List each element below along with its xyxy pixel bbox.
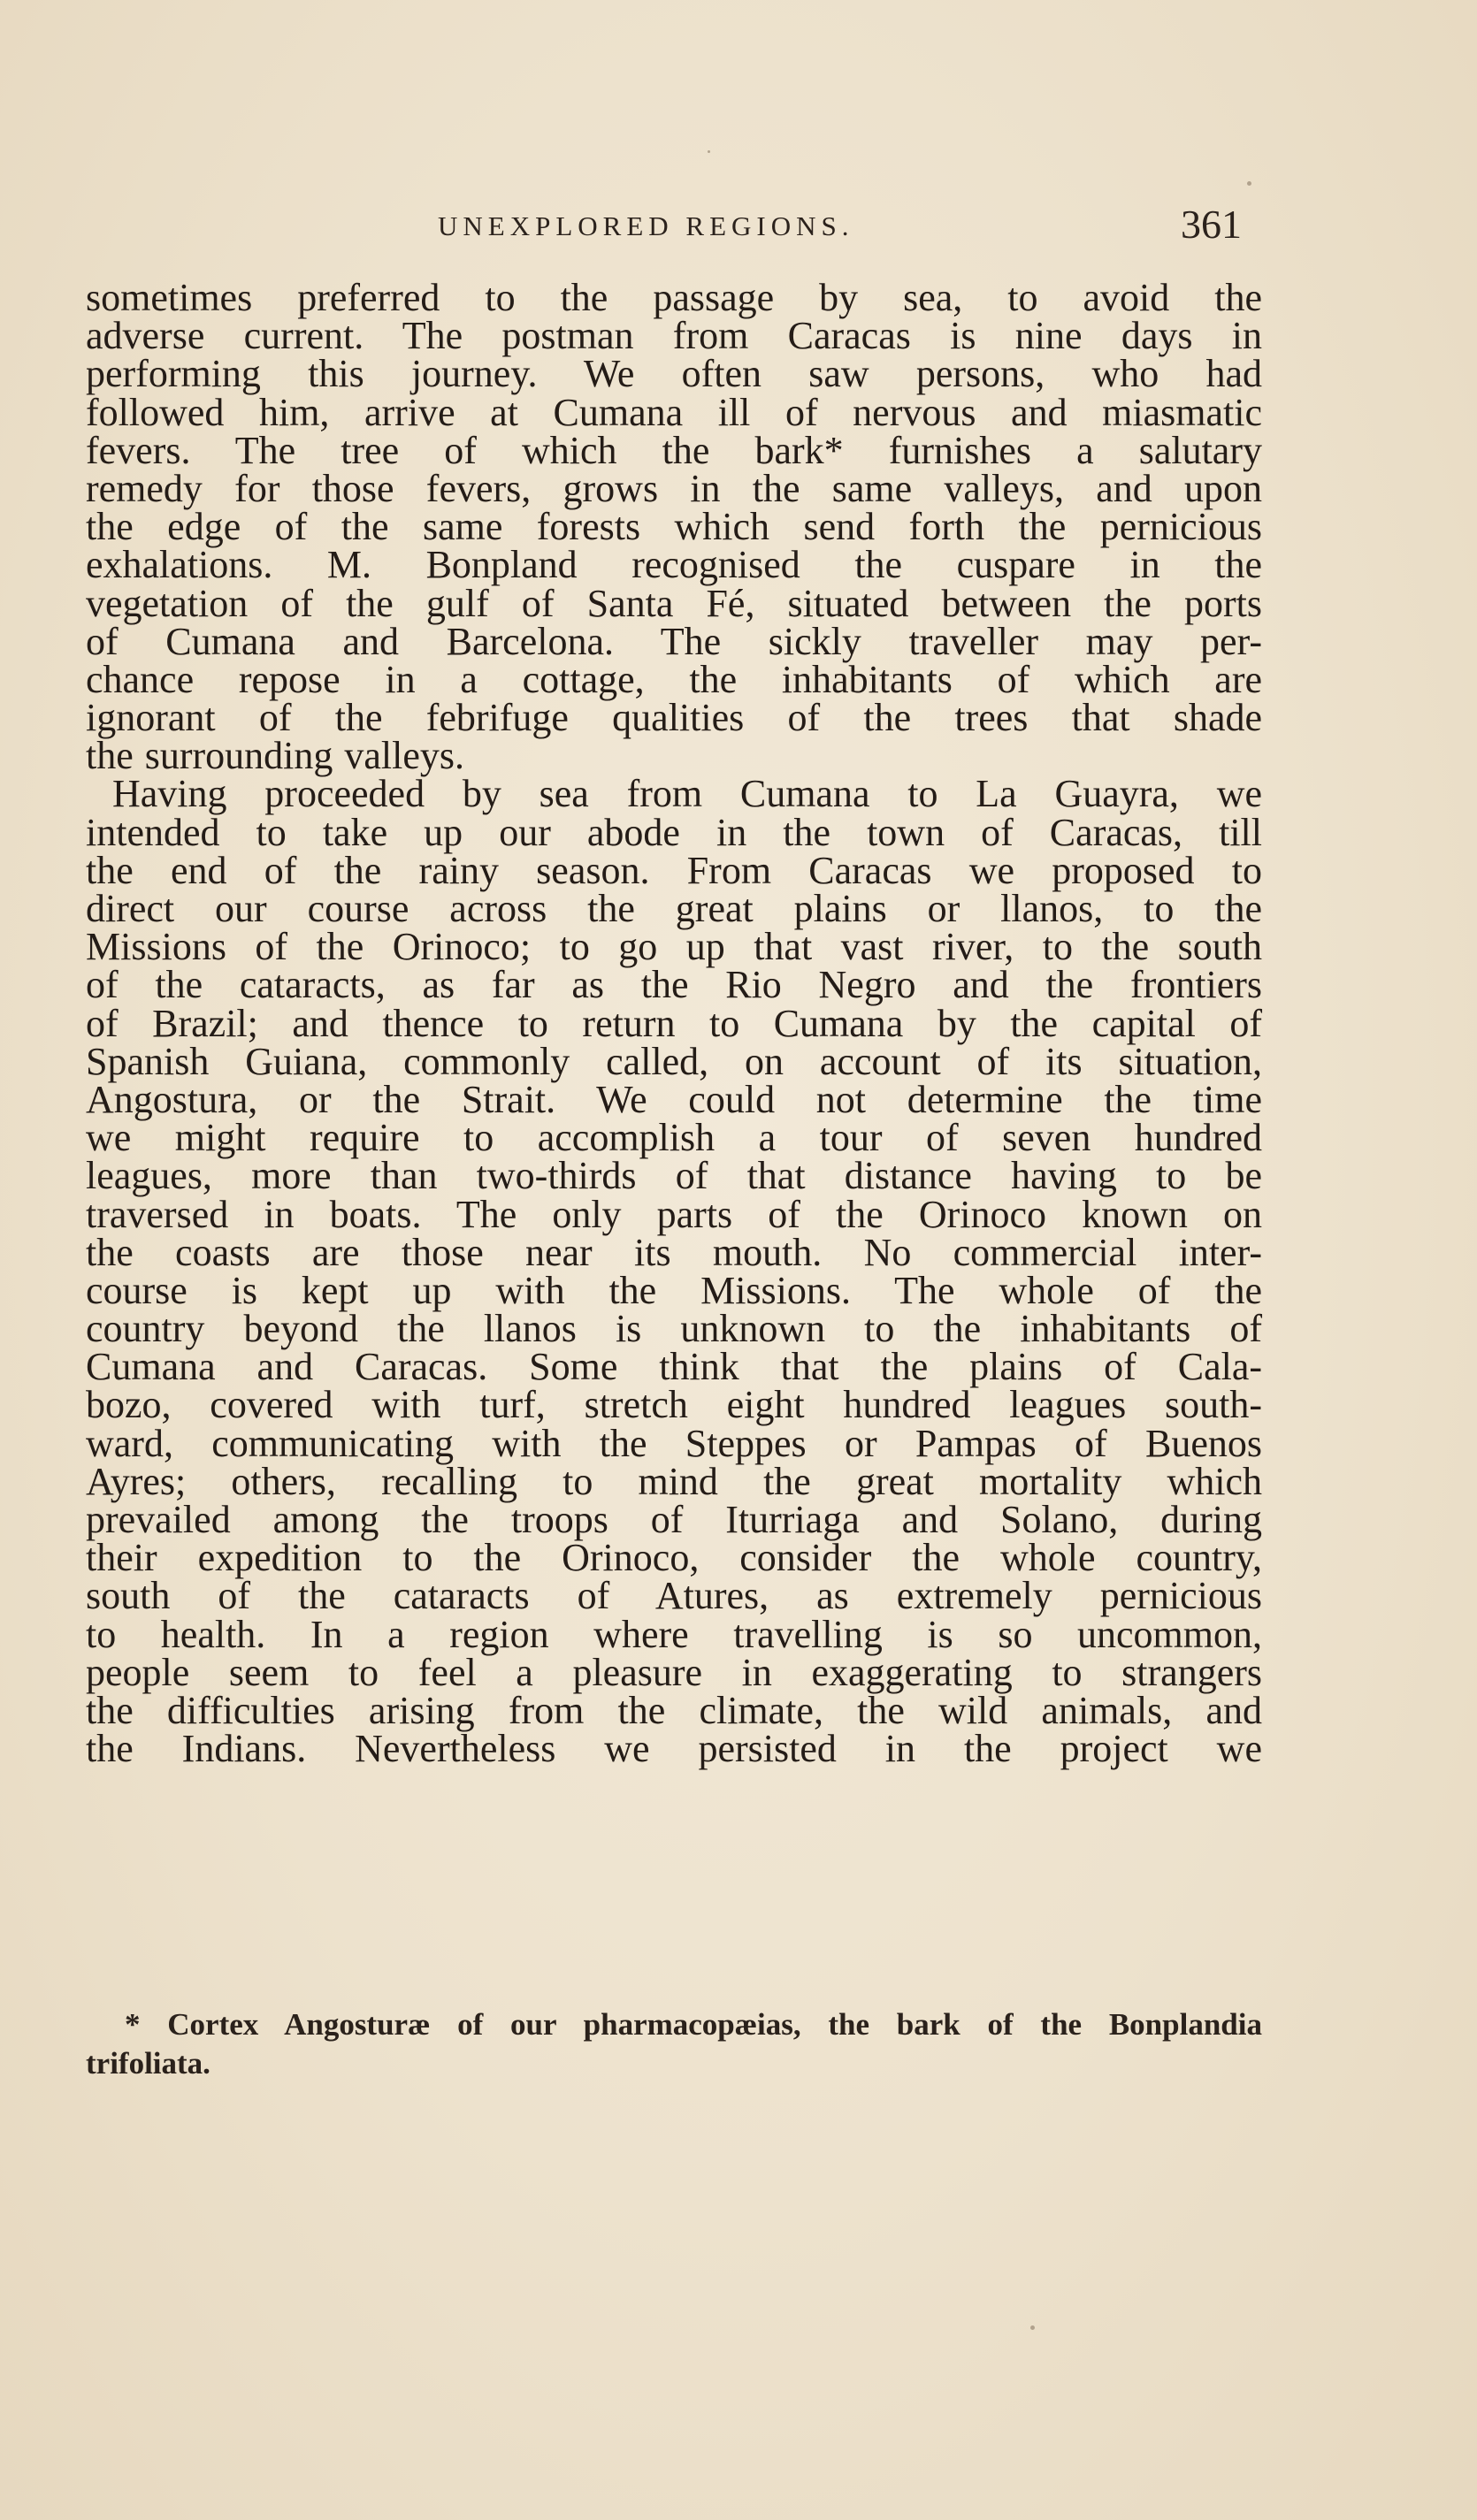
text-line: remedy for those fevers, grows in the same valleys, and upon [86, 466, 1262, 510]
text-line: vegetation of the gulf of Santa Fé, situated between the ports [86, 581, 1262, 625]
text-line: Missions of the Orinoco; to go up that vast river, to the south [86, 925, 1262, 969]
text-line: ward, communicating with the Steppes or Pampas of Buenos [86, 1421, 1262, 1465]
text-line: intended to take up our abode in the town of Caracas, till [86, 810, 1262, 854]
text-line: Ayres; others, recalling to mind the great mortality which [86, 1459, 1262, 1503]
text-line: prevailed among the troops of Iturriaga and Solano, during [86, 1498, 1262, 1541]
text-line: country beyond the llanos is unknown to the inhabitants of [86, 1307, 1262, 1351]
text-line: bozo, covered with turf, stretch eight hundred leagues south- [86, 1383, 1262, 1427]
paper-speck [1247, 181, 1251, 186]
text-line: traversed in boats. The only parts of the Orinoco known on [86, 1192, 1262, 1236]
text-line: direct our course across the great plains or llanos, to the [86, 887, 1262, 930]
text-line: leagues, more than two-thirds of that distance having to be [86, 1154, 1262, 1198]
page-number: 361 [1181, 202, 1242, 247]
text-line: to health. In a region where travelling is so uncommon, [86, 1612, 1262, 1656]
text-line: Spanish Guiana, commonly called, on account of its situation, [86, 1039, 1262, 1083]
text-line: we might require to accomplish a tour of seven hundred [86, 1116, 1262, 1160]
text-line: south of the cataracts of Atures, as extremely pernicious [86, 1574, 1262, 1618]
body-text [86, 276, 1262, 1771]
text-line: performing this journey. We often saw persons, who had [86, 352, 1262, 396]
text-line: Angostura, or the Strait. We could not determine the time [86, 1077, 1262, 1121]
text-line: Cumana and Caracas. Some think that the plains of Cala- [86, 1345, 1262, 1389]
footnote-line: trifoliata. [86, 2046, 210, 2081]
text-line: the edge of the same forests which send forth the pernicious [86, 505, 1262, 549]
paper-speck [708, 150, 710, 153]
text-line: of Cumana and Barcelona. The sickly traveller may per- [86, 619, 1262, 663]
footnote-line: * Cortex Angosturæ of our pharmacopæias, the bark of the Bonplandia [125, 2007, 1262, 2042]
text-line: exhalations. M. Bonpland recognised the cuspare in the [86, 543, 1262, 587]
text-line: adverse current. The postman from Caracas is nine days in [86, 314, 1262, 358]
text-line: followed him, arrive at Cumana ill of nervous and miasmatic [86, 390, 1262, 434]
text-line: the end of the rainy season. From Caracas we proposed to [86, 848, 1262, 892]
text-line: course is kept up with the Missions. The whole of the [86, 1268, 1262, 1312]
text-line-paragraph-end: the surrounding valleys. [86, 734, 465, 778]
text-line: their expedition to the Orinoco, consider the whole country, [86, 1536, 1262, 1580]
running-head-title: UNEXPLORED REGIONS. [438, 210, 854, 241]
text-line: the coasts are those near its mouth. No commercial inter- [86, 1230, 1262, 1274]
text-line: the Indians. Nevertheless we persisted in the project we [86, 1727, 1262, 1771]
footnote [86, 2005, 1262, 2083]
text-line: of the cataracts, as far as the Rio Negro and the frontiers [86, 963, 1262, 1007]
text-line-paragraph-start: Having proceeded by sea from Cumana to La Guayra, we [112, 772, 1262, 816]
text-line: people seem to feel a pleasure in exaggerating to strangers [86, 1650, 1262, 1694]
text-line: of Brazil; and thence to return to Cumana by the capital of [86, 1001, 1262, 1045]
text-line: the difficulties arising from the climate, the wild animals, and [86, 1688, 1262, 1732]
text-line: chance repose in a cottage, the inhabitants of which are [86, 657, 1262, 701]
text-line: sometimes preferred to the passage by sea, to avoid the [86, 276, 1262, 319]
text-line: fevers. The tree of which the bark* furnishes a salutary [86, 428, 1262, 472]
text-line: ignorant of the febrifuge qualities of the trees that shade [86, 696, 1262, 740]
paper-speck [1030, 2325, 1035, 2330]
